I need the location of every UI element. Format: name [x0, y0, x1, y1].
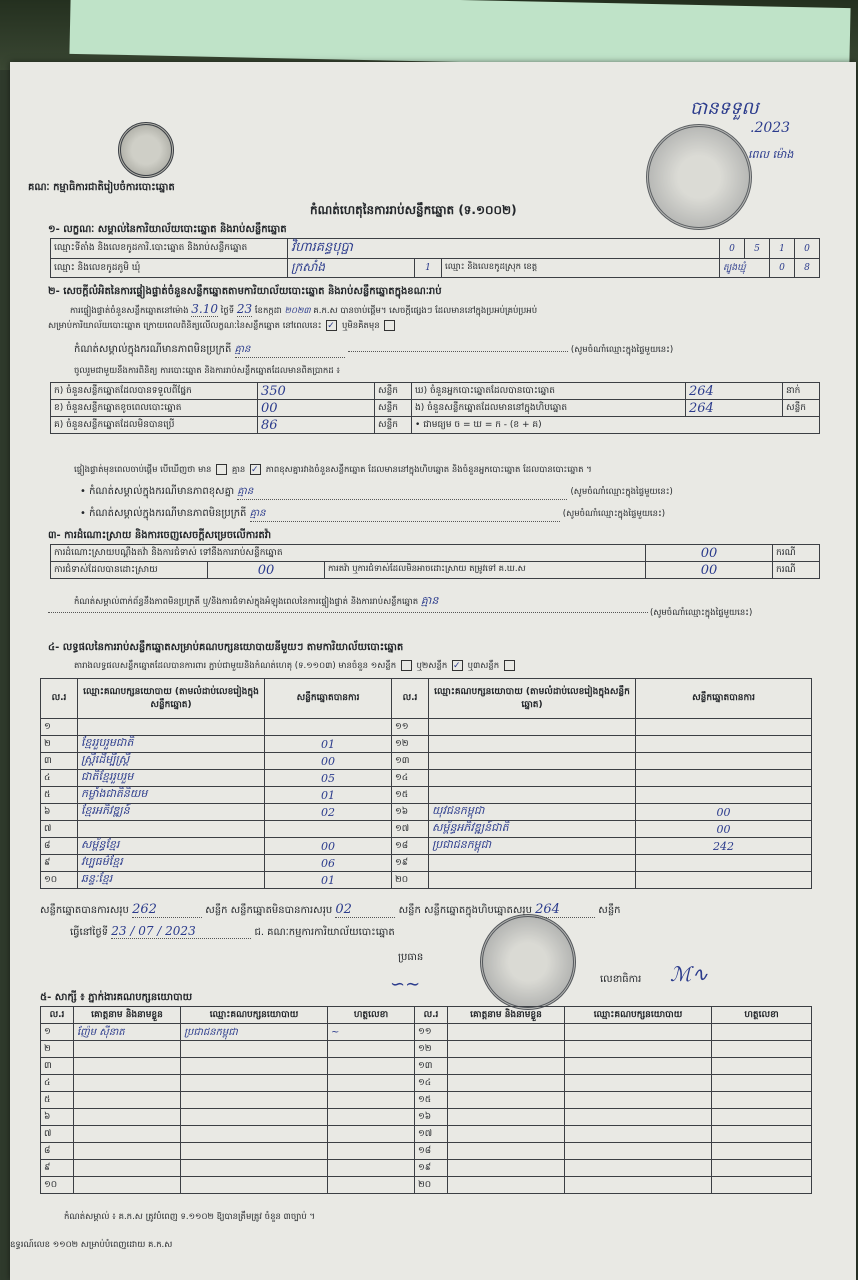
result-party: ប្រជាជនកម្ពុជា [429, 838, 636, 855]
s3-sign-note: (សូមចំណាំឈ្មោះក្នុងផ្ទៃមួយនេះ) [650, 608, 753, 618]
result-party [78, 821, 265, 838]
line1-day: 23 [236, 302, 253, 316]
chair-signature-icon: ∽∼ [390, 974, 421, 995]
table-row [41, 770, 812, 787]
s4-opt2-checkbox[interactable] [452, 660, 463, 671]
witness-sign [712, 1143, 812, 1160]
table-row [41, 1160, 812, 1177]
result-party [429, 753, 636, 770]
witness-no: ៨ [41, 1143, 74, 1160]
w-col-sign: ហត្ថលេខា [328, 1007, 415, 1024]
section2-line1 [70, 302, 537, 318]
s2-b1-value: 264 [686, 383, 783, 400]
total-box-label: សន្លឹកឆ្នោតក្នុងហិបឆ្នោតសរុប [424, 905, 532, 916]
form-paper [10, 62, 856, 1280]
s4-opt2: ឬ២សន្លឹក [416, 661, 448, 671]
section3-title: ៣- ការដំណោះស្រាយ និងការចេញសេចក្ដីសម្រេចលើការតវ៉ា [48, 530, 272, 541]
witness-name [74, 1126, 181, 1143]
witness-name [448, 1126, 565, 1143]
witness-name [448, 1024, 565, 1041]
s3-row2-unit2: ករណី [773, 562, 820, 579]
result-no: ១៣ [392, 753, 429, 770]
after-table-3: ភាពខុសគ្នារវាងចំនួនសន្លឹកឆ្នោត ដែលមាននៅក្នុងហិបឆ្នោត និងចំនួនអ្នកបោះឆ្នោត ដែលបានបោះឆ្នោត ។ [265, 465, 592, 475]
result-votes: 01 [265, 787, 392, 804]
s2-a2-unit: សន្លឹក [375, 400, 412, 417]
witness-party [565, 1024, 712, 1041]
witness-name [448, 1075, 565, 1092]
table-row [41, 736, 812, 753]
w-col-party: ឈ្មោះគណបក្សនយោបាយ [181, 1007, 328, 1024]
result-no: ៦ [41, 804, 78, 821]
line2-text: សម្រាប់ការិយាល័យបោះឆ្នោត ក្រោយពេលពិនិត្យលើលក្ខណៈនៃសន្លឹកឆ្នោត នៅពេលនេះ [48, 321, 322, 331]
result-party [429, 719, 636, 736]
result-votes [636, 872, 812, 889]
witness-name [448, 1160, 565, 1177]
result-no: ១៦ [392, 804, 429, 821]
col-no-left: ល.រ [41, 679, 78, 719]
w-col-no: ល.រ [41, 1007, 74, 1024]
line1-a: ការផ្ទៀងផ្ទាត់ចំនួនសន្លឹកឆ្នោតនៅម៉ោង [70, 306, 189, 316]
table-row [41, 804, 812, 821]
total-valid: 262 [132, 902, 202, 918]
totals-line [40, 902, 812, 918]
bullet1-line [80, 484, 673, 500]
line2-checkbox-2[interactable] [384, 320, 395, 331]
s2-b2-label: ង) ចំនួនសន្លឹកឆ្នោតដែលមាននៅក្នុងហិបឆ្នោត [412, 400, 686, 417]
result-votes: 01 [265, 736, 392, 753]
table-row [41, 1092, 812, 1109]
bullet1-note: (សូមចំណាំឈ្មោះក្នុងផ្ទៃមួយនេះ) [570, 487, 673, 497]
witness-sign [712, 1075, 812, 1092]
table-row [41, 1126, 812, 1143]
witness-sign [712, 1109, 812, 1126]
witness-party [181, 1075, 328, 1092]
result-votes [265, 821, 392, 838]
s3-row2-label2: ការតវ៉ា ឬការជំទាស់ដែលមិនអាចដោះស្រាយ តម្រូវទៅ គ.ឃ.ស [325, 562, 646, 579]
witness-party [565, 1126, 712, 1143]
table-row [41, 753, 812, 770]
witness-sign [328, 1058, 415, 1075]
result-no: ៤ [41, 770, 78, 787]
bullet1-value: គ្មាន [237, 484, 567, 500]
witness-name [448, 1143, 565, 1160]
result-votes [636, 753, 812, 770]
after-table-checkbox-no[interactable] [250, 464, 261, 475]
secretary-label: លេខាធិការ [600, 974, 642, 985]
line1-year: ២០២៣ [284, 306, 311, 316]
after-table-2: គ្មាន [231, 465, 246, 475]
witness-no: ១៤ [415, 1075, 448, 1092]
form-title: កំណត់ហេតុនៃការរាប់សន្លឹកឆ្នោត (ទ.១០០២) [310, 203, 517, 217]
s3-row2-value: 00 [208, 562, 325, 579]
result-party: ជាតិខ្មែររួបរួម [78, 770, 265, 787]
witness-party [181, 1160, 328, 1177]
row1-value: វិហារគន្ធបុប្ផា [288, 239, 720, 259]
result-no: ១២ [392, 736, 429, 753]
section2-table [50, 382, 820, 434]
witness-no: ១០ [41, 1177, 74, 1194]
line1-b: ថ្ងៃទី [220, 306, 235, 316]
intro-rows: ចូលរួមជាមួយនឹងការពិនិត្យ ការបោះឆ្នោត និងការរាប់សន្លឹកឆ្នោតដែលមានពិតប្រាកដ ៖ [74, 366, 341, 376]
row1-code-1: 5 [745, 239, 770, 259]
witness-no: ១១ [415, 1024, 448, 1041]
result-no: ១៤ [392, 770, 429, 787]
s2-a1-label: ក) ចំនួនសន្លឹកឆ្នោតដែលបានទទួលពីផ្នែក [51, 383, 258, 400]
result-no: ៩ [41, 855, 78, 872]
s2-a1-value: 350 [258, 383, 375, 400]
nec-logo-icon [118, 122, 174, 178]
col-no-right: ល.រ [392, 679, 429, 719]
result-votes: 00 [265, 753, 392, 770]
witness-party [565, 1160, 712, 1177]
row2-label2: ឈ្មោះ និងលេខកូដស្រុក ខេត្ត [442, 259, 720, 278]
witness-party [565, 1143, 712, 1160]
org-name: គណៈ កម្មាធិការជាតិរៀបចំការបោះឆ្នោត [28, 182, 175, 193]
witness-no: ៦ [41, 1109, 74, 1126]
result-party [429, 736, 636, 753]
witness-name [448, 1058, 565, 1075]
w-col-no-r: ល.រ [415, 1007, 448, 1024]
s4-opt1-checkbox[interactable] [401, 660, 412, 671]
bullet2-note: (សូមចំណាំឈ្មោះក្នុងផ្ទៃមួយនេះ) [562, 509, 666, 519]
witness-name [74, 1160, 181, 1177]
witness-party [181, 1126, 328, 1143]
result-votes [636, 736, 812, 753]
section4-title: ៤- លទ្ធផលនៃការរាប់សន្លឹកឆ្នោតសម្រាប់គណបក្សនយោបាយនីមួយៗ តាមការិយាល័យបោះឆ្នោត [48, 642, 404, 653]
witness-sign: ~ [328, 1024, 415, 1041]
stamp-received-note: បានទទួល [690, 98, 759, 119]
results-body [41, 719, 812, 889]
line2-check-label: ឬមិនគិតមុន [341, 321, 380, 331]
s3-note: កំណត់សម្គាល់ពាក់ព័ន្ធនឹងភាពមិនប្រក្រតី ឬ/និងការជំទាស់ក្នុងអំឡុងពេលនៃការផ្ទៀងផ្ទាត់ និងការរាប់សន្លឹកឆ្នោត [74, 597, 419, 607]
line1-c: ខែកក្កដា [254, 306, 282, 316]
witness-sign [328, 1160, 415, 1177]
table-row [41, 787, 812, 804]
s2-a3-unit: សន្លឹក [375, 417, 412, 434]
result-party [78, 719, 265, 736]
witness-name [74, 1143, 181, 1160]
col-votes-right: សន្លឹកឆ្នោតបានការ [636, 679, 812, 719]
witness-sign [712, 1058, 812, 1075]
table-row [41, 1177, 812, 1194]
seen-line [74, 342, 673, 358]
witness-name [74, 1075, 181, 1092]
result-no: ១៧ [392, 821, 429, 838]
section5-title: ៥- សាក្សី ៖ ភ្នាក់ងារគណបក្សនយោបាយ [40, 992, 193, 1003]
row1-code-2: 1 [770, 239, 795, 259]
witness-no: ១៧ [415, 1126, 448, 1143]
witness-name [448, 1092, 565, 1109]
witness-party [565, 1075, 712, 1092]
result-party: ស្ត្រីដើម្បីស្ត្រី [78, 753, 265, 770]
section1-title: ១- លក្ខណៈ សម្គាល់នៃការិយាល័យបោះឆ្នោត និងរាប់សន្លឹកឆ្នោត [48, 224, 287, 235]
witness-no: ១៦ [415, 1109, 448, 1126]
result-party: សម្ព័ន្ធខ្មែរ [78, 838, 265, 855]
s2-b1-label: ឃ) ចំនួនអ្នកបោះឆ្នោតដែលបានបោះឆ្នោត [412, 383, 686, 400]
result-votes [636, 770, 812, 787]
s3-row2-label: ការជំទាស់ដែលបានដោះស្រាយ [51, 562, 208, 579]
witness-sign [712, 1160, 812, 1177]
witness-party [181, 1143, 328, 1160]
result-party [429, 855, 636, 872]
result-votes: 06 [265, 855, 392, 872]
result-no: ៥ [41, 787, 78, 804]
result-party [429, 770, 636, 787]
result-party [429, 872, 636, 889]
line1-time: 3.10 [191, 302, 218, 316]
result-votes: 242 [636, 838, 812, 855]
footnote: កំណត់សម្គាល់ ៖ គ.ក.ស ត្រូវបំពេញ ទ.១១០២ ឱ្យបានត្រឹមត្រូវ ចំនួន ៣ច្បាប់ ។ [64, 1212, 316, 1222]
result-party: វប្បធម៌ខ្មែរ [78, 855, 265, 872]
result-no: ១០ [41, 872, 78, 889]
s4-opt3: ឬ៣សន្លឹក [467, 661, 500, 671]
s2-b2-value: 264 [686, 400, 783, 417]
section2-line2 [48, 320, 397, 333]
witness-sign [328, 1075, 415, 1092]
witness-party: ប្រជាជនកម្ពុជា [181, 1024, 328, 1041]
result-no: ១១ [392, 719, 429, 736]
after-table-1: ផ្ទៀងផ្ទាត់មុនពេលចាប់ផ្តើម បើឃើញថា មាន [74, 465, 212, 475]
s3-row1-label: ការដំណោះស្រាយបណ្ដឹងតវ៉ា និងការជំទាស់ ទៅនឹងការរាប់សន្លឹកឆ្នោត [51, 545, 646, 562]
s4-opt3-checkbox[interactable] [504, 660, 515, 671]
row2-code: 1 [415, 259, 442, 278]
table-row [41, 872, 812, 889]
section1-table [50, 238, 820, 278]
witness-sign [712, 1041, 812, 1058]
witness-party [565, 1177, 712, 1194]
col-party-left: ឈ្មោះគណបក្សនយោបាយ (តាមលំដាប់លេខរៀងក្នុងសន្លឹកឆ្នោត) [78, 679, 265, 719]
table-row [41, 1075, 812, 1092]
line1-d: គ.ក.ស បានចាប់ផ្តើម។ សេចក្ដីផ្សេងៗ ដែលមាននៅក្នុងប្រអប់គ្រប់ប្រអប់ [313, 306, 538, 316]
witness-sign [712, 1024, 812, 1041]
witness-sign [712, 1177, 812, 1194]
witness-sign [328, 1177, 415, 1194]
result-votes: 05 [265, 770, 392, 787]
total-valid-label: សន្លឹកឆ្នោតបានការសរុប [40, 905, 129, 916]
official-seal-icon [646, 124, 752, 230]
total-invalid-unit: សន្លឹក [398, 905, 421, 916]
witness-no: ៩ [41, 1160, 74, 1177]
witness-no: ២ [41, 1041, 74, 1058]
result-votes: 02 [265, 804, 392, 821]
result-votes: 00 [636, 821, 812, 838]
witness-sign [328, 1092, 415, 1109]
witness-name [448, 1177, 565, 1194]
line2-checkbox[interactable] [326, 320, 337, 331]
result-no: ៨ [41, 838, 78, 855]
bullet2-line [80, 506, 665, 522]
result-party: ខ្មែរអភិវឌ្ឍន៍ [78, 804, 265, 821]
result-votes [636, 855, 812, 872]
total-valid-unit: សន្លឹក [205, 905, 228, 916]
s2-a2-label: ខ) ចំនួនសន្លឹកឆ្នោតខូចពេលបោះឆ្នោត [51, 400, 258, 417]
table-row [41, 719, 812, 736]
row1-code-0: 0 [720, 239, 745, 259]
s2-a1-unit: សន្លឹក [375, 383, 412, 400]
secretary-signature-icon: ℳ∿ [670, 962, 709, 986]
witness-no: ៣ [41, 1058, 74, 1075]
witness-no: ១៨ [415, 1143, 448, 1160]
witness-no: ៤ [41, 1075, 74, 1092]
witness-party [181, 1058, 328, 1075]
witness-no: ១៥ [415, 1092, 448, 1109]
result-no: ១៥ [392, 787, 429, 804]
result-party: សម្ព័ន្ធអភិវឌ្ឍន៍ជាតិ [429, 821, 636, 838]
bullet2-label: • កំណត់សម្គាល់ក្នុងករណីមានភាពមិនប្រក្រតី [80, 508, 247, 519]
col-votes-left: សន្លឹកឆ្នោតបានការ [265, 679, 392, 719]
s2-a3-label: គ) ចំនួនសន្លឹកឆ្នោតដែលមិនបានប្រើ [51, 417, 258, 434]
witness-party [181, 1109, 328, 1126]
witness-no: ២០ [415, 1177, 448, 1194]
s2-b3-label: • ជាមធ្យម ច = ឃ = ក - (ខ + គ) [412, 417, 820, 434]
s2-b1-unit: នាក់ [783, 383, 820, 400]
result-no: ៧ [41, 821, 78, 838]
row2-value2: ត្បូងឃ្មុំ [720, 259, 770, 278]
witness-no: ១ [41, 1024, 74, 1041]
sign-note: (សូមចំណាំឈ្មោះក្នុងផ្ទៃមួយនេះ) [570, 345, 674, 355]
result-party: កម្លាំងជាតិនិយម [78, 787, 265, 804]
result-party [429, 787, 636, 804]
witness-no: ១៣ [415, 1058, 448, 1075]
w-col-sign-r: ហត្ថលេខា [712, 1007, 812, 1024]
result-no: ១ [41, 719, 78, 736]
witness-name [74, 1092, 181, 1109]
date-label: ធ្វើនៅថ្ងៃទី [70, 927, 109, 938]
result-party: យុវជនកម្ពុជា [429, 804, 636, 821]
s4-opt1: ១សន្លឹក [370, 661, 397, 671]
s3-row1-value: 00 [646, 545, 773, 562]
section3-table [50, 544, 820, 579]
witness-name [74, 1058, 181, 1075]
result-votes [636, 719, 812, 736]
witness-name [448, 1109, 565, 1126]
s2-a3-value: 86 [258, 417, 375, 434]
result-votes: 00 [265, 838, 392, 855]
table-row [41, 1024, 812, 1041]
witness-party [181, 1177, 328, 1194]
result-no: ១៨ [392, 838, 429, 855]
witness-sign [712, 1126, 812, 1143]
witness-party [565, 1058, 712, 1075]
result-votes [636, 787, 812, 804]
stamp-received-time: ពេល ម៉ោង [748, 148, 794, 161]
s4-subline-text: តារាងលទ្ធផលសន្លឹកឆ្នោតដែលបានការពារ ភ្ជាប់ជាមួយនិងកំណត់ហេតុ (ទ.១១០៣) មានចំនួន [74, 661, 369, 671]
witness-party [565, 1092, 712, 1109]
witness-no: ១៩ [415, 1160, 448, 1177]
result-no: ២ [41, 736, 78, 753]
seen-dots [348, 351, 568, 352]
witness-name: ញ៉ែម ស៊ីនាត [74, 1024, 181, 1041]
witness-name [74, 1177, 181, 1194]
committee-seal-icon [480, 914, 576, 1010]
chair-label: ប្រធាន [398, 952, 424, 963]
row1-code-3: 0 [795, 239, 820, 259]
section2-title: ២- សេចក្ដីលំអិតនៃការផ្ទៀងផ្ទាត់ចំនួនសន្លឹកឆ្នោតតាមការិយាល័យបោះឆ្នោត និងរាប់សន្លឹកឆ្នោតក្នុងខណៈរាប់ [48, 286, 442, 297]
date-value: 23 / 07 / 2023 [111, 924, 251, 939]
witness-sign [328, 1126, 415, 1143]
row2-code2-0: 0 [770, 259, 795, 278]
result-party: ឆន្ទៈខ្មែរ [78, 872, 265, 889]
witness-sign [328, 1143, 415, 1160]
after-table-line [74, 464, 592, 477]
table-row [41, 1109, 812, 1126]
total-box: 264 [535, 902, 595, 918]
witness-no: ១២ [415, 1041, 448, 1058]
row1-label: ឈ្មោះទីតាំង និងលេខកូដការិ.បោះឆ្នោត និងរាប់សន្លឹកឆ្នោត [51, 239, 288, 259]
s3-row1-unit: ករណី [773, 545, 820, 562]
table-row [41, 855, 812, 872]
s2-a2-value: 00 [258, 400, 375, 417]
s3-note-line [74, 594, 438, 610]
w-col-name-r: គោត្តនាម និងនាមខ្លួន [448, 1007, 565, 1024]
date-line [70, 924, 395, 940]
table-row [41, 1041, 812, 1058]
table-row [41, 1058, 812, 1075]
witness-name [74, 1109, 181, 1126]
s3-note-value: គ្មាន [420, 594, 439, 607]
result-votes: 00 [636, 804, 812, 821]
seen-value: គ្មាន [235, 342, 345, 358]
result-no: ២០ [392, 872, 429, 889]
row2-label: ឈ្មោះ និងលេខកូដភូមិ ឃុំ [51, 259, 288, 278]
result-votes [265, 719, 392, 736]
witness-name [74, 1041, 181, 1058]
witness-sign [328, 1109, 415, 1126]
total-invalid-label: សន្លឹកឆ្នោតមិនបានការសរុប [230, 905, 333, 916]
s4-subline [74, 660, 517, 673]
committee-label: ជ. គណៈកម្មការការិយាល័យបោះឆ្នោត [254, 927, 395, 938]
witness-table [40, 1006, 812, 1194]
result-party: ខ្មែររួបរួមជាតិ [78, 736, 265, 753]
witness-no: ៧ [41, 1126, 74, 1143]
s2-b2-unit: សន្លឹក [783, 400, 820, 417]
witness-sign [712, 1092, 812, 1109]
witness-name [448, 1041, 565, 1058]
witness-party [565, 1109, 712, 1126]
result-no: ១៩ [392, 855, 429, 872]
w-col-name: គោត្តនាម និងនាមខ្លួន [74, 1007, 181, 1024]
row2-value: ក្រសាំង [288, 259, 415, 278]
s3-row2-value2: 00 [646, 562, 773, 579]
stamp-received-date: .2023 [750, 120, 791, 136]
seen-label: កំណត់សម្គាល់ក្នុងករណីមានភាពមិនប្រក្រតី [74, 344, 232, 355]
result-votes: 01 [265, 872, 392, 889]
witness-party [181, 1092, 328, 1109]
col-party-right: ឈ្មោះគណបក្សនយោបាយ (តាមលំដាប់លេខរៀងក្នុងសន្លឹកឆ្នោត) [429, 679, 636, 719]
witness-body [41, 1024, 812, 1194]
total-box-unit: សន្លឹក [598, 905, 621, 916]
table-row [41, 821, 812, 838]
bullet2-value: គ្មាន [250, 506, 560, 522]
row2-code2-1: 8 [795, 259, 820, 278]
results-table [40, 678, 812, 889]
total-invalid: 02 [335, 902, 395, 918]
witness-party [181, 1041, 328, 1058]
table-row [41, 838, 812, 855]
table-row [41, 1143, 812, 1160]
after-table-checkbox-yes[interactable] [216, 464, 227, 475]
bullet1-label: • កំណត់សម្គាល់ក្នុងករណីមានភាពខុសគ្នា [80, 486, 235, 497]
bottom-caption: ឧទ្ធរណ៍លេខ ១១០២ សម្រាប់បំពេញដោយ គ.ក.ស [10, 1240, 173, 1250]
s3-note-dots [48, 612, 648, 613]
w-col-party-r: ឈ្មោះគណបក្សនយោបាយ [565, 1007, 712, 1024]
witness-party [565, 1041, 712, 1058]
witness-sign [328, 1041, 415, 1058]
witness-no: ៥ [41, 1092, 74, 1109]
result-no: ៣ [41, 753, 78, 770]
